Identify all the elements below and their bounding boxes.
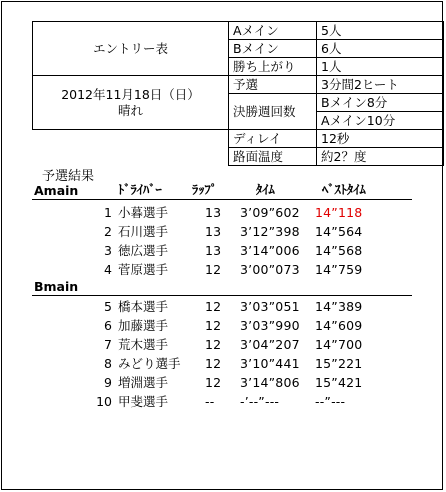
info-label: 予選 xyxy=(229,76,317,94)
empty-cell xyxy=(33,148,229,166)
total-time: 3’03”051 xyxy=(240,299,300,314)
table-row xyxy=(32,222,422,241)
info-value: 5人 xyxy=(317,22,444,40)
header-driver: ﾄﾞﾗｲﾊﾞｰ xyxy=(118,182,162,197)
table-row xyxy=(32,392,422,411)
bmain-results xyxy=(32,297,422,411)
laps: -- xyxy=(205,394,215,409)
table-row xyxy=(32,203,422,222)
best-time: 15”221 xyxy=(315,356,363,371)
position: 9 xyxy=(104,375,112,390)
info-value: Bメイン8分 xyxy=(317,94,444,112)
empty-cell xyxy=(33,130,229,148)
info-value: 3分間2ヒート xyxy=(317,76,444,94)
info-value: 約2？度 xyxy=(317,148,444,166)
total-time: -’--”--- xyxy=(240,394,280,409)
laps: 12 xyxy=(205,299,222,314)
driver-name: 小暮選手 xyxy=(118,205,169,220)
date-weather-cell xyxy=(33,76,229,130)
laps: 12 xyxy=(205,356,222,371)
driver-name: 菅原選手 xyxy=(118,262,169,277)
position: 3 xyxy=(104,243,112,258)
position: 1 xyxy=(104,205,112,220)
info-value: 1人 xyxy=(317,58,444,76)
info-label: 決勝週回数 xyxy=(229,94,317,130)
header-best: ﾍﾞｽﾄﾀｲﾑ xyxy=(322,182,366,197)
entry-label: エントリー表 xyxy=(33,22,229,76)
results-title: 予選結果 xyxy=(42,169,95,184)
table-row xyxy=(32,297,422,316)
amain-results xyxy=(32,203,422,279)
info-value: Aメイン10分 xyxy=(317,112,444,130)
position: 5 xyxy=(104,299,112,314)
info-label: ディレイ xyxy=(229,130,317,148)
info-label: Aメイン xyxy=(229,22,317,40)
total-time: 3’04”207 xyxy=(240,337,300,352)
total-time: 3’00”073 xyxy=(240,262,300,277)
driver-name: 甲斐選手 xyxy=(118,394,169,409)
best-time: 14”609 xyxy=(315,318,363,333)
group-name: Amain xyxy=(34,183,79,198)
date-text: 2012年11月18日（日） xyxy=(61,86,200,102)
position: 6 xyxy=(104,318,112,333)
position: 7 xyxy=(104,337,112,352)
info-value: 12秒 xyxy=(317,130,444,148)
table-row xyxy=(32,373,422,392)
driver-name: 増淵選手 xyxy=(118,375,169,390)
info-label: 勝ち上がり xyxy=(229,58,317,76)
table-row xyxy=(32,335,422,354)
driver-name: 荒木選手 xyxy=(118,337,169,352)
laps: 13 xyxy=(205,205,222,220)
group-header-bmain xyxy=(32,279,412,296)
best-time: 14”118 xyxy=(315,205,363,220)
position: 2 xyxy=(104,224,112,239)
best-time: 14”700 xyxy=(315,337,363,352)
group-header-amain xyxy=(32,183,412,200)
best-time: 14”564 xyxy=(315,224,363,239)
laps: 13 xyxy=(205,243,222,258)
total-time: 3’14”006 xyxy=(240,243,300,258)
driver-name: みどり選手 xyxy=(118,356,181,371)
document-page xyxy=(1,1,443,490)
header-time: ﾀｲﾑ xyxy=(256,182,275,197)
info-value: 6人 xyxy=(317,40,444,58)
laps: 12 xyxy=(205,318,222,333)
position: 8 xyxy=(104,356,112,371)
laps: 12 xyxy=(205,262,222,277)
total-time: 3’03”990 xyxy=(240,318,300,333)
total-time: 3’14”806 xyxy=(240,375,300,390)
header-laps: ﾗｯﾌﾟ xyxy=(192,182,218,197)
total-time: 3’09”602 xyxy=(240,205,300,220)
laps: 13 xyxy=(205,224,222,239)
best-time: 15”421 xyxy=(315,375,363,390)
total-time: 3’10”441 xyxy=(240,356,300,371)
best-time: 14”389 xyxy=(315,299,363,314)
entry-info-table xyxy=(32,21,444,166)
driver-name: 石川選手 xyxy=(118,224,169,239)
weather-text: 晴れ xyxy=(117,102,143,118)
laps: 12 xyxy=(205,337,222,352)
driver-name: 加藤選手 xyxy=(118,318,169,333)
table-row xyxy=(32,354,422,373)
laps: 12 xyxy=(205,375,222,390)
info-label: 路面温度 xyxy=(229,148,317,166)
table-row xyxy=(32,241,422,260)
driver-name: 徳広選手 xyxy=(118,243,169,258)
best-time: 14”759 xyxy=(315,262,363,277)
table-row xyxy=(32,316,422,335)
group-name: Bmain xyxy=(34,279,79,294)
position: 4 xyxy=(104,262,112,277)
total-time: 3’12”398 xyxy=(240,224,300,239)
table-row xyxy=(32,260,422,279)
best-time: 14”568 xyxy=(315,243,363,258)
driver-name: 橋本選手 xyxy=(118,299,169,314)
info-label: Bメイン xyxy=(229,40,317,58)
best-time: --”--- xyxy=(315,394,346,409)
position: 10 xyxy=(96,394,112,409)
